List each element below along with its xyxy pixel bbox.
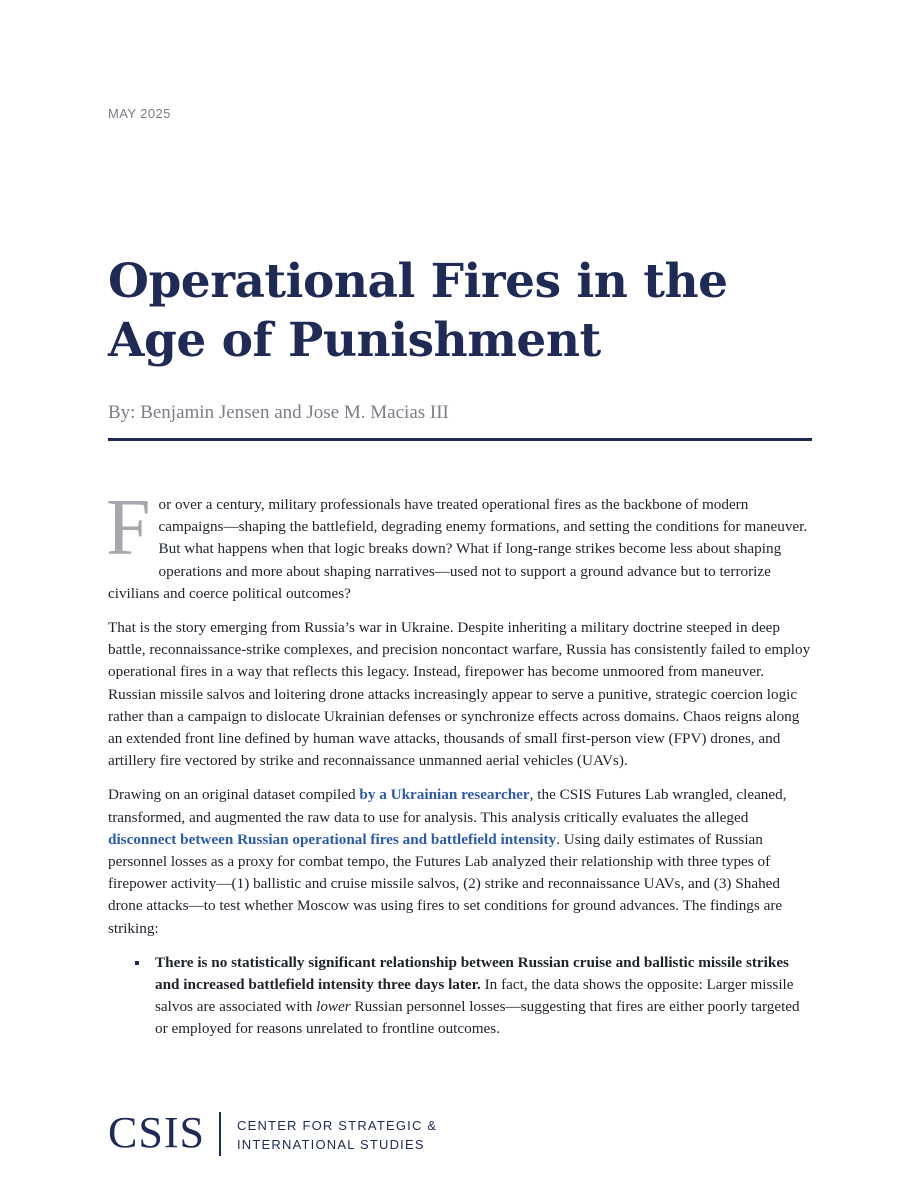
finding-italic: lower: [316, 998, 351, 1016]
org-line-1: CENTER FOR STRATEGIC &: [237, 1118, 438, 1133]
article-body: [106, 484, 812, 1041]
byline: By: Benjamin Jensen and Jose M. Macias III: [108, 402, 449, 423]
paragraph-method-text-c: . Using daily estimates of Russian personnel losses as a proxy for combat tempo, the Futures Lab analyzed their relationship with three types of firepower activity—(1) ballistic and cruise missile salvos, (2) strike and reconnaissance UAVs, and (3) Shahed drone attacks—to test whether Moscow was using fires to set conditions for ground advances. The findings are striking:: [108, 830, 783, 937]
title-divider: [108, 438, 812, 441]
findings-list: [108, 952, 812, 1041]
finding-text-b: Russian personnel losses—suggesting that fires are either poorly targeted or employed for reasons unrelated to frontline outcomes.: [155, 998, 800, 1038]
paragraph-intro: [106, 484, 812, 605]
finding-item: [108, 952, 812, 1041]
logo-divider: [219, 1112, 221, 1156]
organization-name: [237, 1116, 437, 1154]
link-ukrainian-researcher[interactable]: by a Ukrainian researcher: [359, 786, 530, 804]
title-line-1: Operational Fires in the: [108, 254, 728, 309]
org-line-2: INTERNATIONAL STUDIES: [237, 1137, 425, 1152]
paragraph-method: [108, 784, 812, 939]
title-line-2: Age of Punishment: [108, 313, 601, 368]
page-title: [108, 252, 828, 370]
paragraph-intro-text: or over a century, military professionals have treated operational fires as the backbone of modern campaigns—shaping the battlefield, degrading enemy formations, and setting the conditions for maneuver. But what happens when that logic breaks down? What if long-range strikes become less about shaping operations and more about shaping narratives—used not to support a ground advance but to terrorize civilians and coerce political outcomes?: [108, 496, 808, 602]
drop-cap: F: [106, 484, 151, 572]
paragraph-method-text-a: Drawing on an original dataset compiled: [108, 786, 360, 804]
paragraph-method-text-b: , the CSIS Futures Lab wrangled, cleaned, transformed, and augmented the raw data to use for analysis. This analysis critically evaluates the alleged: [108, 786, 787, 826]
paragraph-context: That is the story emerging from Russia’s war in Ukraine. Despite inheriting a military doctrine steeped in deep battle, reconnaissance-strike complexes, and precision noncontact warfare, Russia has consistently failed to employ operational fires in a way that reflects this legacy. Instead, firepower has become unmoored from maneuver. Russian missile salvos and loitering drone attacks increasingly appear to serve a punitive, strategic coercion logic rather than a campaign to dislocate Ukrainian defenses or synchronize effects across domains. Chaos reigns along an extended front line defined by human wave attacks, thousands of small first-person view (FPV) drones, and artillery fire vectored by strike and reconnaissance unmanned aerial vehicles (UAVs).: [108, 619, 811, 770]
finding-bold: There is no statistically significant relationship between Russian cruise and ballistic missile strikes and increased battlefield intensity three days later.: [155, 953, 789, 994]
csis-logo: CSIS: [108, 1108, 205, 1157]
link-disconnect-analysis[interactable]: disconnect between Russian operational fires and battlefield intensity: [108, 830, 557, 848]
publication-date: MAY 2025: [108, 106, 171, 121]
finding-text-a: In fact, the data shows the opposite: Larger missile salvos are associated with: [155, 976, 794, 1016]
